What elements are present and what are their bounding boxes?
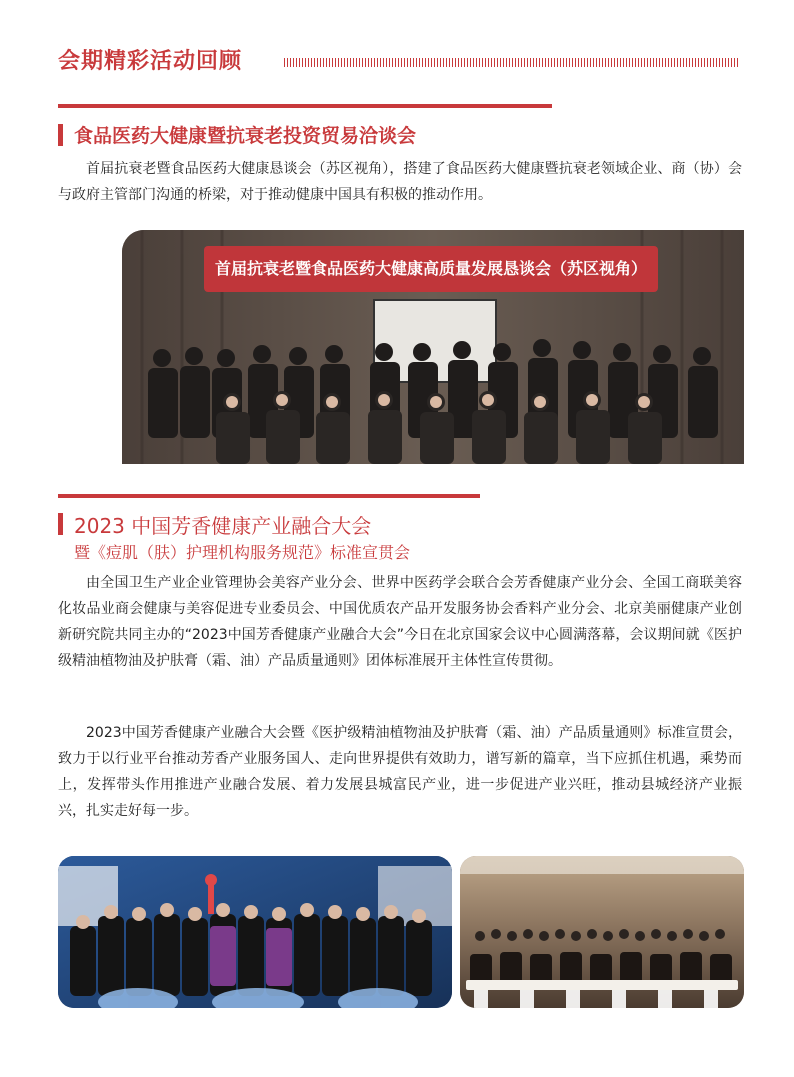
section1-title: 食品医药大健康暨抗衰老投资贸易洽谈会 (74, 125, 417, 147)
section2-top-bar (58, 494, 480, 498)
forum-banner-text: 首届抗衰老暨食品医药大健康高质量发展恳谈会（苏区视角） (214, 259, 647, 278)
section2-paragraph-2: 2023中国芳香健康产业融合大会暨《医护级精油植物油及护肤膏（霜、油）产品质量通则》标准宣贯会，致力于以行业平台推动芳香产业服务国人、走向世界提供有效助力，谱写新的篇章，当下应抓住机遇，乘势而上，发挥带头作用推进产业融合发展、着力发展县城富民产业，进一步促进产业兴旺，推动县城经济产业振兴，扎实走好每一步。 (58, 725, 742, 819)
section2-paragraph-1: 由全国卫生产业企业管理协会美容产业分会、世界中医药学会联合会芳香健康产业分会、全国工商联美容化妆品业商会健康与美容促进专业委员会、中国优质农产品开发服务协会香料产业分会、北京美丽健康产业创新研究院共同主办的“2023中国芳香健康产业融合大会”今日在北京国家会议中心圆满落幕，会议期间就《医护级精油植物油及护肤膏（霜、油）产品质量通则》团体标准展开主体性宣传贯彻。 (58, 575, 742, 669)
section2-title: 2023 中国芳香健康产业融合大会 (74, 514, 372, 538)
group-photo-forum (122, 230, 744, 464)
audience-photo-illustration (460, 856, 744, 1008)
section2-subtitle: 暨《痘肌（肤）护理机构服务规范》标准宣贯会 (74, 543, 411, 562)
section1-marker (58, 124, 63, 146)
audience-photo (460, 856, 744, 1008)
section2-marker (58, 513, 63, 535)
conference-photo-illustration (58, 856, 452, 1008)
heading-dotted-rule (284, 58, 740, 67)
section1-paragraph: 首届抗衰老暨食品医药大健康恳谈会（苏区视角），搭建了食品医药大健康暨抗衰老领域企业、商（协）会与政府主管部门沟通的桥梁，对于推动健康中国具有积极的推动作用。 (58, 161, 742, 203)
group-photo-conference (58, 856, 452, 1008)
section1-top-bar (58, 104, 552, 108)
page-heading: 会期精彩活动回顾 (58, 49, 243, 74)
